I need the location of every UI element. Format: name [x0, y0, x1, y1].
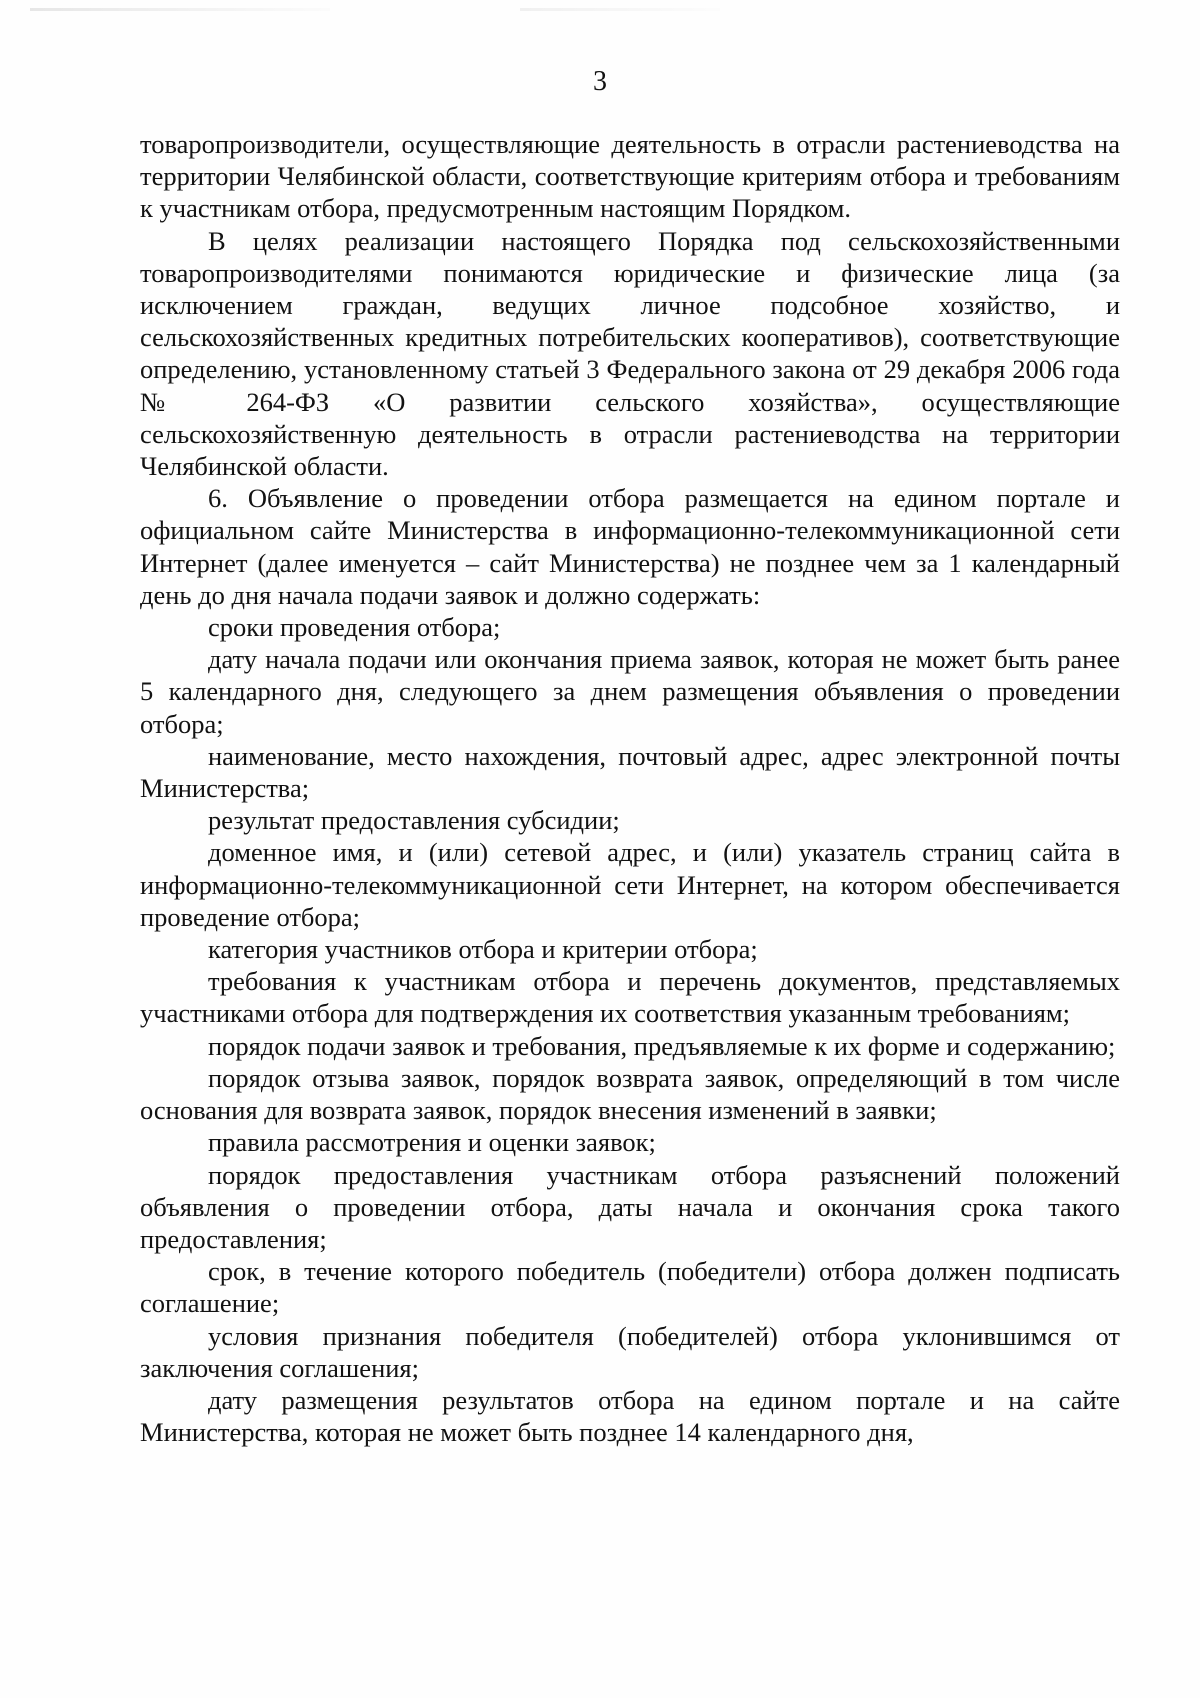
scan-artifact: [520, 8, 720, 11]
paragraph: порядок подачи заявок и требования, предъявляемые к их форме и содержанию;: [208, 1030, 1116, 1061]
paragraph: категория участников отбора и критерии отбора;: [208, 934, 758, 965]
paragraph: доменное имя, и (или) сетевой адрес, и (или) указатель страниц сайта в информационно-телекоммуникационной сети Интернет, на котором обеспечивается проведение отбора;: [140, 837, 1120, 932]
paragraph: наименование, место нахождения, почтовый адрес, адрес электронной почты Министерства;: [140, 740, 1120, 804]
paragraph: правила рассмотрения и оценки заявок;: [208, 1127, 656, 1158]
page-number: 3: [593, 66, 607, 97]
paragraph: товаропроизводители, осуществляющие деятельность в отрасли растениеводства на территории Челябинской области, соответствующие критериям отбора и требованиям к участникам отбора, предусмотренным настоящим Порядком.: [140, 129, 1120, 224]
paragraph: условия признания победителя (победителей) отбора уклонившимся от заключения соглашения;: [140, 1320, 1120, 1383]
paragraph: порядок отзыва заявок, порядок возврата заявок, определяющий в том числе основания для возврата заявок, порядок внесения изменений в заявки;: [140, 1062, 1120, 1126]
paragraph: дату размещения результатов отбора на едином портале и на сайте Министерства, которая не может быть позднее 14 календарного дня,: [140, 1384, 1120, 1448]
document-body: [140, 128, 1120, 1448]
paragraph: В целях реализации настоящего Порядка под сельскохозяйственными товаропроизводителями понимаются юридические и физические лица (за исключением граждан, ведущих личное подсобное хозяйство, и сельскохозяйственных кредитных потребительских кооперативов), соответствующие определению, установленному статьей 3 Федерального закона от 29 декабря 2006 года № 264-ФЗ «О развитии сельского хозяйства», осуществляющие сельскохозяйственную деятельность в отрасли растениеводства на территории Челябинской области.: [140, 225, 1120, 482]
paragraph: результат предоставления субсидии;: [208, 805, 620, 836]
paragraph: дату начала подачи или окончания приема заявок, которая не может быть ранее 5 календарного дня, следующего за днем размещения объявления о проведении отбора;: [140, 644, 1120, 739]
paragraph: 6. Объявление о проведении отбора размещается на едином портале и официальном сайте Министерства в информационно-телекоммуникационной сети Интернет (далее именуется – сайт Министерства) не позднее чем за 1 календарный день до дня начала подачи заявок и должно содержать:: [140, 483, 1120, 610]
paragraph: порядок предоставления участникам отбора разъяснений положений объявления о проведении отбора, даты начала и окончания срока такого предоставления;: [140, 1159, 1120, 1254]
paragraph: требования к участникам отбора и перечень документов, представляемых участниками отбора для подтверждения их соответствия указанным требованиям;: [140, 966, 1120, 1029]
scan-artifact: [30, 8, 330, 11]
paragraph: сроки проведения отбора;: [208, 612, 501, 643]
paragraph: срок, в течение которого победитель (победители) отбора должен подписать соглашение;: [140, 1256, 1120, 1319]
